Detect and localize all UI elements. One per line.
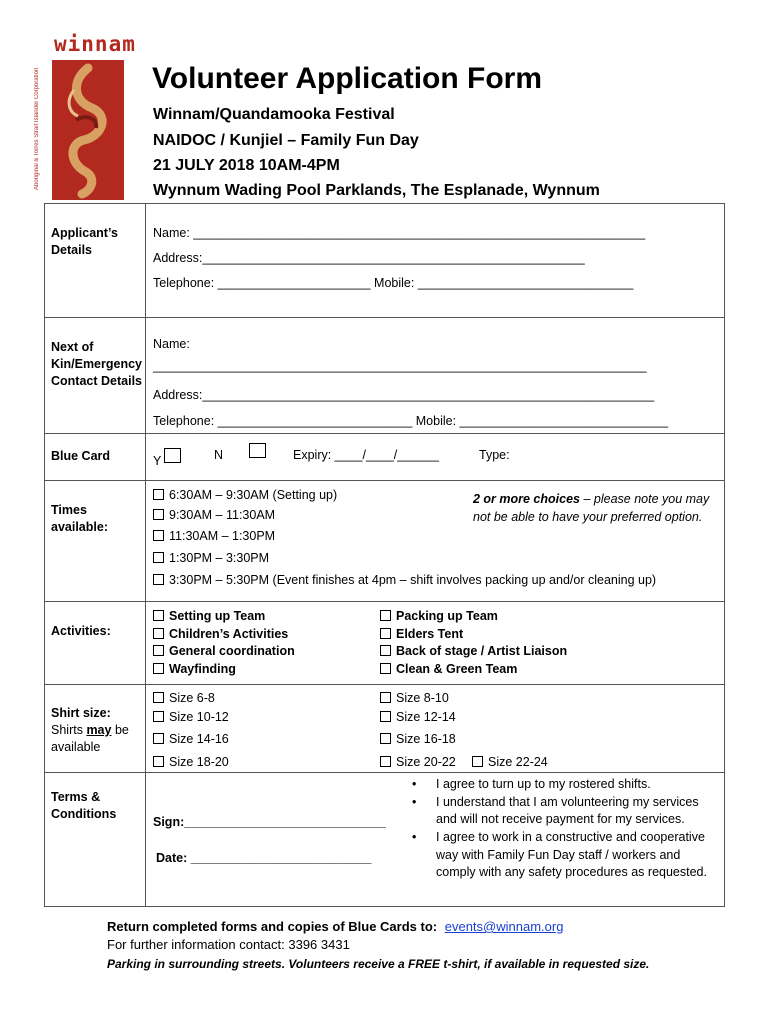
activity-option[interactable] [153, 609, 265, 623]
time-checkbox[interactable] [153, 574, 164, 585]
shirt-option[interactable] [472, 755, 548, 769]
blue-card-no[interactable] [214, 448, 223, 462]
blue-card-no-checkbox[interactable] [246, 443, 266, 463]
activity-checkbox[interactable] [153, 610, 164, 621]
shirt-checkbox[interactable] [153, 733, 164, 744]
activity-option[interactable] [380, 644, 567, 658]
terms-bullet: • I agree to work in a constructive and cooperative [436, 830, 705, 844]
festival-name: Winnam/Quandamooka Festival [153, 106, 395, 123]
activity-checkbox[interactable] [153, 628, 164, 639]
blue-card-expiry-field[interactable]: Expiry: ____/____/______ [293, 448, 439, 462]
shirt-size-label: Size 14-16 [169, 732, 229, 746]
shirt-size-label: Size 18-20 [169, 755, 229, 769]
blue-card-type-field[interactable]: Type: [479, 448, 510, 462]
blue-card-label: Blue Card [45, 434, 146, 481]
time-checkbox[interactable] [153, 530, 164, 541]
parking-note: Parking in surrounding streets. Volunteers receive a FREE t-shirt, if available in requested size. [107, 957, 650, 971]
kin-name-label: Name: [153, 337, 190, 351]
shirt-option[interactable] [380, 691, 449, 705]
kin-name-field[interactable]: _______________________________________________________________________ [153, 359, 647, 373]
time-option-label: 1:30PM – 3:30PM [169, 551, 270, 565]
shirt-label: Shirt size: [51, 706, 111, 720]
next-of-kin-label: Next of Kin/Emergency Contact Details [45, 318, 146, 434]
shirt-size-label: Size 16-18 [396, 732, 456, 746]
times-note [473, 492, 709, 506]
terms-bullet-cont: way with Family Fun Day staff / workers and [436, 848, 681, 862]
activity-label: Packing up Team [396, 609, 498, 623]
activity-checkbox[interactable] [380, 610, 391, 621]
times-note-line2: not be able to have your preferred option. [473, 510, 703, 524]
shirt-option[interactable] [153, 710, 229, 724]
shirt-note-post: be [111, 723, 129, 737]
time-option[interactable] [153, 508, 275, 522]
logo-tagline: Aboriginal & Torres Strait Islander Corporation [34, 67, 40, 190]
kin-telephone-field[interactable]: Telephone: ____________________________ Mobile: ______________________________ [153, 414, 669, 428]
activity-label: General coordination [169, 644, 295, 658]
times-label: Times available: [45, 481, 146, 602]
terms-row [45, 773, 725, 907]
shirt-checkbox[interactable] [380, 756, 391, 767]
shirt-option[interactable] [380, 710, 456, 724]
time-option[interactable] [153, 551, 269, 565]
return-text: Return completed forms and copies of Blue Cards to: [107, 919, 438, 934]
activity-checkbox[interactable] [153, 663, 164, 674]
shirt-checkbox[interactable] [380, 711, 391, 722]
applicant-row [45, 204, 725, 318]
shirt-checkbox[interactable] [380, 692, 391, 703]
terms-bullet-cont: and will not receive payment for my services. [436, 812, 685, 826]
activity-option[interactable] [380, 609, 498, 623]
shirt-option[interactable] [153, 732, 229, 746]
activity-label: Children’s Activities [169, 627, 289, 641]
shirt-size-label: Size 12-14 [396, 710, 456, 724]
activity-label: Back of stage / Artist Liaison [396, 644, 568, 658]
activity-label: Clean & Green Team [396, 662, 518, 676]
time-checkbox[interactable] [153, 489, 164, 500]
time-checkbox[interactable] [153, 509, 164, 520]
activity-option[interactable] [380, 627, 463, 641]
activities-row [45, 602, 725, 685]
blue-card-yes-checkbox[interactable] [164, 448, 181, 463]
logo-wordmark: winnam [54, 32, 136, 56]
activity-label: Setting up Team [169, 609, 266, 623]
time-option-label: 11:30AM – 1:30PM [169, 529, 276, 543]
event-venue: Wynnum Wading Pool Parklands, The Esplanade, Wynnum [153, 182, 600, 199]
time-option[interactable] [153, 529, 275, 543]
times-row [45, 481, 725, 602]
applicant-label: Applicant’s Details [45, 204, 146, 318]
terms-bullet: • I understand that I am volunteering my services [436, 795, 699, 809]
blue-card-row [45, 434, 725, 481]
time-option[interactable] [153, 573, 656, 587]
shirt-size-label: Size 20-22 [396, 755, 456, 769]
shirt-checkbox[interactable] [472, 756, 483, 767]
shirt-option[interactable] [380, 732, 456, 746]
blue-card-yes[interactable] [153, 448, 181, 468]
shirt-note-line2: available [51, 740, 101, 754]
shirt-note [51, 722, 145, 739]
shirt-size-label: Size 22-24 [488, 755, 548, 769]
shirt-label-cell [45, 685, 146, 773]
logo-art-icon [52, 60, 124, 200]
event-name: NAIDOC / Kunjiel – Family Fun Day [153, 132, 419, 149]
activity-checkbox[interactable] [153, 645, 164, 656]
shirt-option[interactable] [153, 755, 229, 769]
shirt-checkbox[interactable] [153, 692, 164, 703]
contact-info: For further information contact: 3396 3431 [107, 937, 350, 952]
date-field[interactable]: Date: __________________________ [156, 851, 372, 865]
shirt-option[interactable] [153, 691, 215, 705]
shirt-checkbox[interactable] [153, 756, 164, 767]
return-instructions [107, 919, 563, 934]
shirt-size-label: Size 6-8 [169, 691, 215, 705]
activity-checkbox[interactable] [380, 628, 391, 639]
applicant-address-field[interactable]: Address:_______________________________________________________ [153, 251, 585, 265]
time-option-label: 6:30AM – 9:30AM (Setting up) [169, 488, 338, 502]
time-option-label: 3:30PM – 5:30PM (Event finishes at 4pm – shift involves packing up and/or cleaning up) [169, 573, 657, 587]
terms-label: Terms & Conditions [45, 773, 146, 907]
time-option[interactable] [153, 488, 337, 502]
activity-option[interactable] [153, 627, 288, 641]
blue-card-yes-label: Y [153, 454, 162, 468]
application-table [44, 203, 725, 907]
email-link[interactable]: events@winnam.org [444, 919, 564, 934]
sign-field[interactable]: Sign:_____________________________ [153, 815, 386, 829]
shirt-note-may: may [86, 723, 112, 737]
blue-card-no-label: N [214, 448, 224, 462]
shirt-row [45, 685, 725, 773]
times-note-emphasis: 2 or more choices [473, 492, 580, 506]
terms-bullet: • I agree to turn up to my rostered shifts. [436, 777, 651, 791]
next-of-kin-row [45, 318, 725, 434]
activity-option[interactable] [153, 644, 295, 658]
shirt-note-pre: Shirts [51, 723, 87, 737]
activity-checkbox[interactable] [380, 663, 391, 674]
applicant-telephone-field[interactable]: Telephone: ______________________ Mobile: _______________________________ [153, 276, 634, 290]
times-note-text: – please note you may [580, 492, 710, 506]
activity-option[interactable] [153, 662, 236, 676]
kin-address-field[interactable]: Address:_________________________________________________________________ [153, 388, 655, 402]
form-title: Volunteer Application Form [152, 62, 543, 95]
time-option-label: 9:30AM – 11:30AM [169, 508, 276, 522]
applicant-name-field[interactable]: Name: _________________________________________________________________ [153, 226, 646, 240]
shirt-checkbox[interactable] [380, 733, 391, 744]
shirt-checkbox[interactable] [153, 711, 164, 722]
activity-option[interactable] [380, 662, 517, 676]
activity-label: Elders Tent [396, 627, 464, 641]
activity-label: Wayfinding [169, 662, 236, 676]
shirt-size-label: Size 10-12 [169, 710, 229, 724]
shirt-option[interactable] [380, 755, 456, 769]
activities-label: Activities: [45, 602, 146, 685]
event-date: 21 JULY 2018 10AM-4PM [153, 157, 340, 174]
shirt-size-label: Size 8-10 [396, 691, 449, 705]
activity-checkbox[interactable] [380, 645, 391, 656]
terms-bullet-cont: comply with any safety procedures as requested. [436, 865, 707, 879]
time-checkbox[interactable] [153, 552, 164, 563]
